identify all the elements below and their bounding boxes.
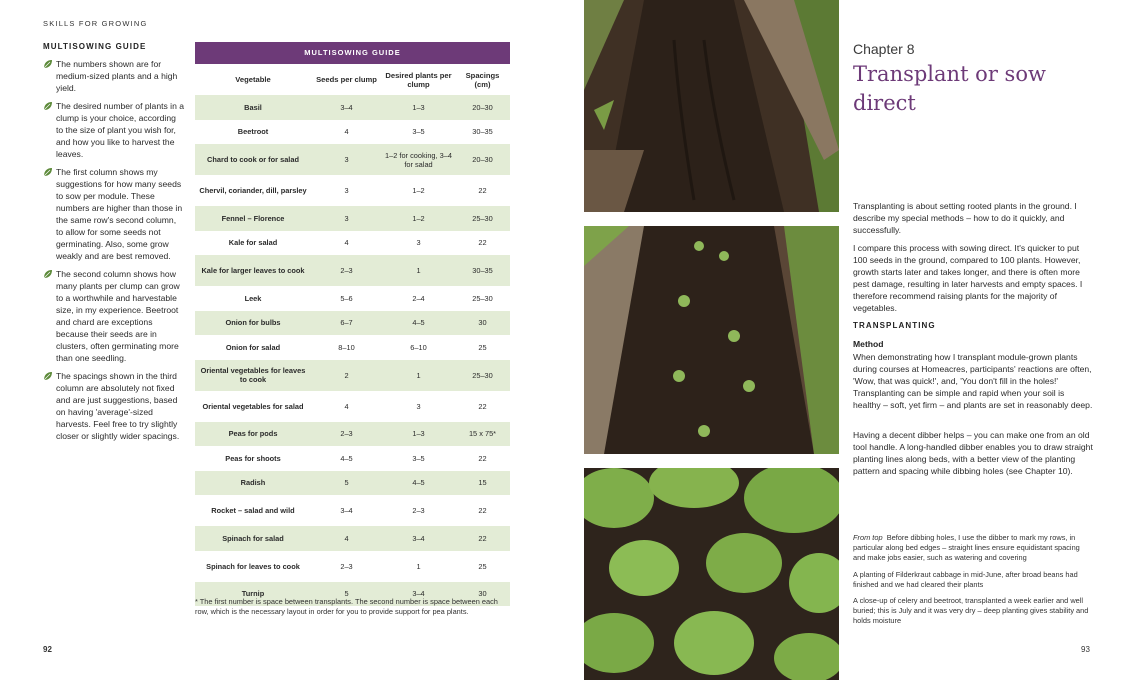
value-cell: 1–3 <box>382 95 455 120</box>
value-cell: 1 <box>416 561 421 571</box>
table-row <box>195 144 510 175</box>
vegetable-cell: Kale for larger leaves to cook <box>195 255 311 286</box>
value-cell: 1–3 <box>382 422 455 447</box>
intro-paragraph: Transplanting is about setting rooted plants in the ground. I describe my special methods – how to do it quickly, and successfully. <box>853 201 1077 235</box>
value-cell: 3–4 <box>340 506 353 515</box>
table-row <box>195 175 510 206</box>
value-cell: 4–5 <box>382 311 455 336</box>
leaf-icon <box>43 371 53 381</box>
table-row <box>195 446 510 471</box>
value-cell: 4–5 <box>340 453 353 463</box>
bullet-item <box>43 370 185 442</box>
value-cell: 3 <box>311 206 382 231</box>
value-cell: 25–30 <box>455 206 510 231</box>
value-cell: 1–2 <box>412 186 425 195</box>
value-cell: 4 <box>344 127 349 137</box>
multisowing-table <box>195 64 510 606</box>
table-header-row <box>195 64 510 95</box>
garden-bed-photo-3 <box>584 468 839 680</box>
value-cell: 20–30 <box>455 95 510 120</box>
value-cell: 25 <box>478 561 487 571</box>
value-cell: 5 <box>311 471 382 496</box>
vegetable-cell: Kale for salad <box>228 238 278 248</box>
value-cell: 25–30 <box>472 293 493 303</box>
value-cell: 2–4 <box>412 293 425 303</box>
garden-bed-photo-1 <box>584 0 839 212</box>
value-cell: 25 <box>478 342 487 352</box>
method-paragraph: Having a decent dibber helps – you can make one from an old tool handle. A long-handled dibber enables you to draw straight planting lines along beds, with a better view of the planting pattern and spacing while dibbing holes (see Chapter 10). <box>853 430 1093 476</box>
photo-caption: A close-up of celery and beetroot, transplanted a week earlier and well buried; this is July and it was very dry – deep planting gives stability and holds moisture <box>853 596 1089 625</box>
vegetable-cell: Spinach for leaves to cook <box>206 561 300 571</box>
value-cell: 1–2 <box>382 206 455 231</box>
caption-text: Before dibbing holes, I use the dibber to mark my rows, in particular along bed edges – straight lines ensure equidistant spacing and make jobs easier, such as watering and covering <box>853 533 1080 562</box>
table-row <box>195 551 510 582</box>
vegetable-cell: Beetroot <box>237 127 269 137</box>
value-cell: 3 <box>344 186 349 195</box>
value-cell: 1–2 for cooking, 3–4 for salad <box>382 144 455 175</box>
value-cell: 2–3 <box>340 561 353 571</box>
value-cell: 3–4 <box>382 582 455 607</box>
value-cell: 22 <box>478 506 487 515</box>
photo-cabbage-planting <box>584 226 839 454</box>
vegetable-cell: Chervil, coriander, dill, parsley <box>199 186 307 195</box>
page-number-left: 92 <box>43 645 52 654</box>
value-cell: 3 <box>311 144 382 175</box>
vegetable-cell: Leek <box>244 293 262 303</box>
value-cell: 8–10 <box>338 342 355 352</box>
value-cell: 5 <box>311 582 382 607</box>
section-heading: TRANSPLANTING <box>853 321 936 330</box>
leaf-icon <box>43 101 53 111</box>
table-row <box>195 206 510 231</box>
value-cell: 30–35 <box>472 127 493 137</box>
bullet-text: The numbers shown are for medium-sized plants and a high yield. <box>56 59 178 93</box>
vegetable-cell: Spinach for salad <box>195 526 311 551</box>
method-paragraph: When demonstrating how I transplant module-grown plants during courses at Homeacres, participants' reactions are often, 'Wow, that was quick!', and, 'You don't fill in the holes!' Transplanting can be simple and rapid when your soil is healthy – soft, yet firm – and plants are set in reasonably deep. <box>853 352 1093 410</box>
table-row <box>195 120 510 145</box>
value-cell: 4 <box>344 401 349 411</box>
bullet-list <box>43 58 185 448</box>
vegetable-cell: Oriental vegetables for leaves to cook <box>195 360 311 391</box>
table-row <box>195 95 510 120</box>
value-cell: 22 <box>455 526 510 551</box>
value-cell: 6–10 <box>410 342 427 352</box>
table-row <box>195 526 510 551</box>
value-cell: 4 <box>344 238 349 248</box>
value-cell: 30–35 <box>455 255 510 286</box>
value-cell: 4 <box>311 526 382 551</box>
value-cell: 2–3 <box>311 422 382 447</box>
photo-caption: A planting of Filderkraut cabbage in mid-June, after broad beans had finished and we had cleared their plants <box>853 570 1078 589</box>
vegetable-cell: Peas for shoots <box>225 453 281 463</box>
bullet-item <box>43 100 185 160</box>
vegetable-cell: Oriental vegetables for salad <box>202 401 304 411</box>
column-header: Spacings (cm) <box>465 70 500 89</box>
chapter-label: Chapter 8 <box>853 41 915 57</box>
photo-caption <box>853 533 1093 563</box>
bullet-item <box>43 58 185 94</box>
vegetable-cell: Onion for bulbs <box>195 311 311 336</box>
leaf-icon <box>43 167 53 177</box>
page-number-right: 93 <box>1081 645 1090 654</box>
bullet-item <box>43 166 185 262</box>
value-cell: 3–5 <box>412 127 425 137</box>
bullet-text: The desired number of plants in a clump is your choice, according to the size of plant you wish for, and how you like to harvest the leaves. <box>56 101 185 159</box>
vegetable-cell: Chard to cook or for salad <box>195 144 311 175</box>
table-row <box>195 335 510 360</box>
value-cell: 22 <box>478 401 487 411</box>
column-header: Vegetable <box>235 75 271 84</box>
table-row <box>195 255 510 286</box>
table-row <box>195 471 510 496</box>
value-cell: 2 <box>311 360 382 391</box>
table-footnote: * The first number is space between transplants. The second number is space between each row, which is the necessary layout in order for you to provide support for pea plants. <box>195 597 498 616</box>
value-cell: 30 <box>455 582 510 607</box>
table-row <box>195 286 510 311</box>
value-cell: 1 <box>382 255 455 286</box>
intro-paragraph: I compare this process with sowing direct. It's quicker to put 100 seeds in the ground, compared to 100 plants. However, growth starts later and takes longer, and there is often more pest damage, resulting in later harvests and empty spaces. I therefore recommend raising plants for the majority of vegetables. <box>853 243 1083 313</box>
table-row <box>195 422 510 447</box>
table-title: MULTISOWING GUIDE <box>195 42 510 64</box>
value-cell: 2–3 <box>412 506 425 515</box>
photo-celery-beetroot <box>584 468 839 680</box>
multisowing-table-panel <box>195 42 510 606</box>
value-cell: 22 <box>478 186 487 195</box>
leaf-icon <box>43 59 53 69</box>
value-cell: 3 <box>416 238 421 248</box>
vegetable-cell: Radish <box>195 471 311 496</box>
running-head: SKILLS FOR GROWING <box>43 19 148 28</box>
value-cell: 3–5 <box>412 453 425 463</box>
value-cell: 4–5 <box>382 471 455 496</box>
vegetable-cell: Peas for pods <box>195 422 311 447</box>
guide-heading: MULTISOWING GUIDE <box>43 42 147 51</box>
table-row <box>195 495 510 526</box>
value-cell: 30 <box>455 311 510 336</box>
value-cell: 2–3 <box>311 255 382 286</box>
table-row <box>195 231 510 256</box>
vegetable-cell: Rocket – salad and wild <box>211 506 295 515</box>
sub-heading: Method <box>853 339 884 349</box>
value-cell: 15 x 75* <box>455 422 510 447</box>
value-cell: 3–4 <box>311 95 382 120</box>
vegetable-cell: Onion for salad <box>225 342 281 352</box>
value-cell: 22 <box>478 453 487 463</box>
column-header: Seeds per clump <box>316 75 377 84</box>
vegetable-cell: Basil <box>195 95 311 120</box>
value-cell: 25–30 <box>455 360 510 391</box>
leaf-icon <box>43 269 53 279</box>
table-row <box>195 311 510 336</box>
value-cell: 1 <box>382 360 455 391</box>
bullet-text: The spacings shown in the third column are absolutely not fixed and are just suggestions, based on having 'average'-sized harvests. Feel free to try slightly closer or slightly wider spacings. <box>56 371 180 441</box>
table-row <box>195 391 510 422</box>
vegetable-cell: Turnip <box>195 582 311 607</box>
table-row <box>195 360 510 391</box>
value-cell: 3–4 <box>382 526 455 551</box>
caption-lead: From top <box>853 533 883 542</box>
value-cell: 6–7 <box>311 311 382 336</box>
value-cell: 3 <box>416 401 421 411</box>
vegetable-cell: Fennel – Florence <box>195 206 311 231</box>
value-cell: 15 <box>455 471 510 496</box>
bullet-text: The second column shows how many plants per clump can grow to a worthwhile and harvestable size, in my experience. Beetroot and chard are exceptions because their seeds are in clusters, often germinating more than one seedling. <box>56 269 180 363</box>
garden-bed-photo-2 <box>584 226 839 454</box>
bullet-text: The first column shows my suggestions for how many seeds to sow per module. These numbers are higher than those in the same row's second column, to allow for some seeds not germinating. Also, some grow weakly and are best removed. <box>56 167 183 261</box>
value-cell: 22 <box>478 238 487 248</box>
table-body <box>195 95 510 606</box>
value-cell: 20–30 <box>455 144 510 175</box>
column-header: Desired plants per clump <box>385 70 452 89</box>
bullet-item <box>43 268 185 364</box>
photo-marked-rows <box>584 0 839 212</box>
chapter-title: Transplant or sow direct <box>853 62 1046 115</box>
value-cell: 5–6 <box>340 293 353 303</box>
